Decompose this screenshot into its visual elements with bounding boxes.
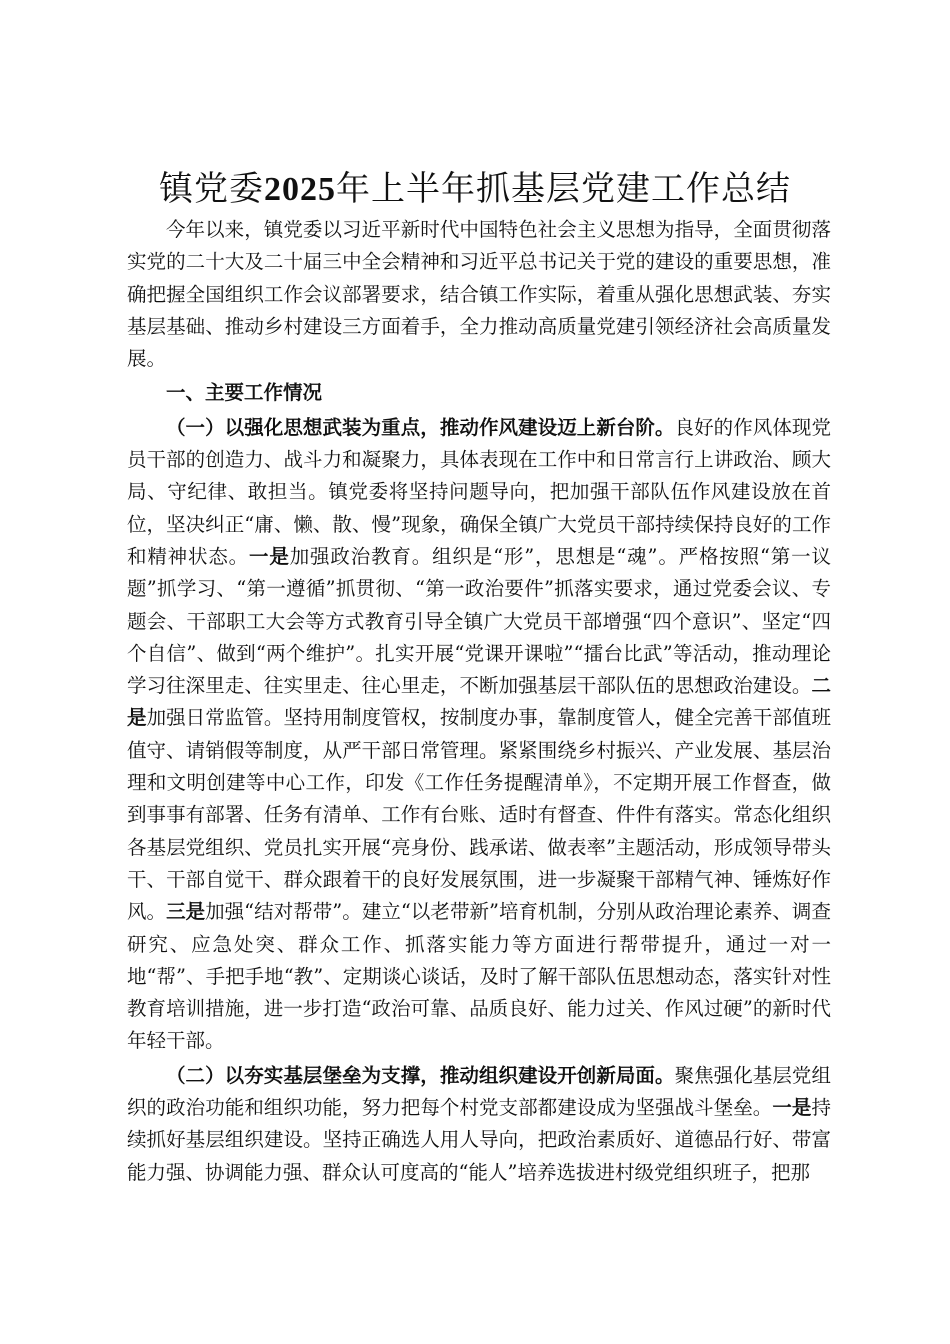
title-suffix: 年上半年抓基层党建工作总结: [336, 169, 791, 209]
title-prefix: 镇党委: [159, 169, 264, 209]
subsection-1-point-3: 加强“结对帮带”。建立“以老带新”培育机制，分别从政治理论素养、调查研究、应急处突、群众工作、抓落实能力等方面进行帮带提升，通过一对一地“帮”、手把手地“教”、定期谈心谈话，及时了解干部队伍思想动态，落实针对性教育培训措施，进一步打造“政治可靠、品质良好、能力过关、作风过硬”的新时代年轻干部。: [127, 900, 831, 1053]
subsection-2-point-1: 持续抓好基层组织建设。坚持正确选人用人导向，把政治素质好、道德品行好、带富能力强、协调能力强、群众认可度高的“能人”培养选拔进村级党组织班子，把那: [127, 1096, 831, 1184]
document-body: [127, 214, 831, 1191]
lead-marker: 一是: [249, 544, 290, 568]
document-title: [0, 166, 950, 213]
intro-paragraph: 今年以来，镇党委以习近平新时代中国特色社会主义思想为指导，全面贯彻落实党的二十大及二十届三中全会精神和习近平总书记关于党的建设的重要思想，准确把握全国组织工作会议部署要求，结合镇工作实际，着重从强化思想武装、夯实基层基础、推动乡村建设三方面着手，全力推动高质量党建引领经济社会高质量发展。: [127, 218, 831, 371]
subsection-1-text: 良好的作风体现党员干部的创造力、战斗力和凝聚力，具体表现在工作中和日常言行上讲政治、顾大局、守纪律、敢担当。镇党委将坚持问题导向，把加强干部队伍作风建设放在首位，坚决纠正“庸、懒、散、慢”现象，确保全镇广大党员干部持续保持良好的工作和精神状态。: [127, 415, 831, 568]
lead-marker: 二是: [127, 674, 831, 730]
subsection-1-point-2: 加强日常监管。坚持用制度管权，按制度办事，靠制度管人，健全完善干部值班值守、请销假等制度，从严干部日常管理。紧紧围绕乡村振兴、产业发展、基层治理和文明创建等中心工作，印发《工作任务提醒清单》，不定期开展工作督查，做到事事有部署、任务有清单、工作有台账、适时有督查、件件有落实。常态化组织各基层党组织、党员扎实开展“亮身份、践承诺、做表率”主题活动，形成领导带头干、干部自觉干、群众跟着干的良好发展氛围，进一步凝聚干部精气神、锤炼好作风。: [127, 706, 831, 924]
lead-marker: 三是: [166, 900, 206, 924]
section1-heading: 一、主要工作情况: [166, 381, 323, 405]
lead-marker: 一是: [772, 1096, 812, 1120]
subsection-2-heading: （二）以夯实基层堡垒为支撑，推动组织建设开创新局面。: [166, 1063, 675, 1087]
subsection-1-paragraph: [127, 412, 831, 1058]
subsection-2-text: 聚焦强化基层党组织的政治功能和组织功能，努力把每个村党支部都建设成为坚强战斗堡垒。: [127, 1063, 831, 1120]
title-year: 2025: [264, 171, 336, 208]
subsection-1-point-1: 加强政治教育。组织是“形”，思想是“魂”。严格按照“第一议题”抓学习、“第一遵循”抓贯彻、“第一政治要件”抓落实要求，通过党委会议、专题会、干部职工大会等方式教育引导全镇广大党员干部增强“四个意识”、坚定“四个自信”、做到“两个维护”。扎实开展“党课开课啦”“擂台比武”等活动，推动理论学习往深里走、往实里走、往心里走，不断加强基层干部队伍的思想政治建设。: [127, 544, 831, 698]
subsection-1-heading: （一）以强化思想武装为重点，推动作风建设迈上新台阶。: [166, 415, 675, 439]
subsection-2-paragraph: [127, 1060, 831, 1189]
section-heading: [127, 377, 831, 409]
